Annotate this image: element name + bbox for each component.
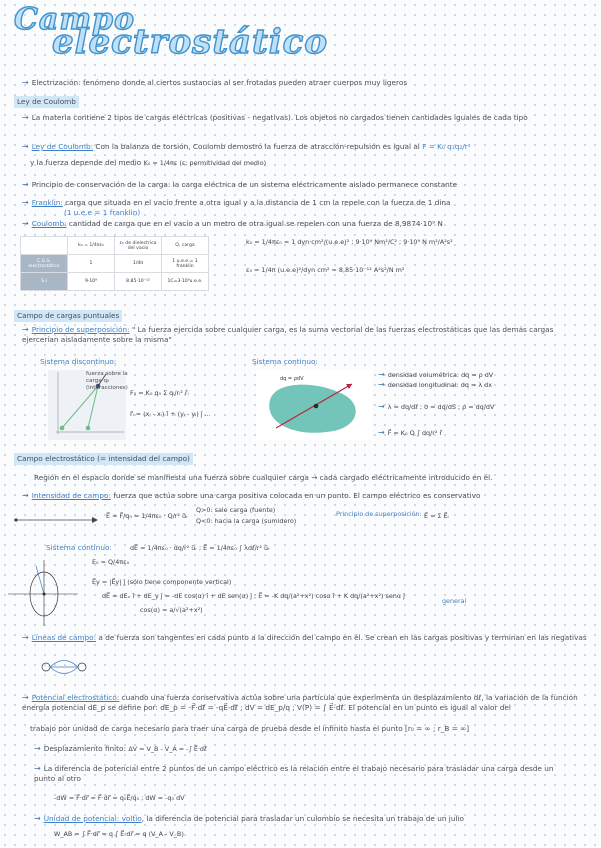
e0-formula-2: E₀ = Q/4πε₀: [92, 558, 130, 566]
e0-formula: ε₀ = 1/4π (u.e.e)²/dyn cm² = 8,85·10⁻¹² A²s²/N m²: [246, 266, 405, 274]
coulomb-b1: → La materia contiene 2 tipos de cargas eléctricas (positivas - negativas). Los objetos no cargados tienen cantidades iguales de cada tipo: [22, 113, 528, 122]
f-sum-formula: F₀ = K₀ q₀ Σ qᵢ/rᵢ² r̂ᵢ: [130, 389, 189, 397]
ring-diagram: [8, 558, 80, 628]
table-header: Q, carga: [162, 237, 209, 255]
unidad-potencial: → Unidad de potencial: voltio, la diferencia de potencial para trasladar un culombio se necesita un trabajo de un julio: [34, 814, 464, 823]
table-header: ε₀ de dielectrica del vacío: [115, 237, 162, 255]
arrow-icon: →: [22, 219, 29, 228]
dif-formula: -dW = F⃗·dr⃗ = F⃗·dr⃗ = q₀E⃗/q₀ ; dW = -q₀ dV: [54, 794, 185, 802]
table-cell: 1 u.e.e.= 1 franklin: [162, 255, 209, 273]
table-cell: 9·10⁹: [68, 273, 115, 291]
arrow-icon: →: [22, 693, 29, 702]
arrow-icon: →: [22, 198, 29, 207]
intro-line: → Electrización: fenómeno donde al ciertos sustancias al ser frotadas pueden atraer cuerpos muy ligeros: [22, 78, 408, 87]
arrow-icon: →: [22, 325, 29, 334]
puntuales-heading: Campo de cargas puntuales: [14, 310, 122, 322]
table-header: k₀ = 1/4πε₀: [68, 237, 115, 255]
table-cell: 8.85·10⁻¹²: [115, 273, 162, 291]
coulomb-b5: → Coulomb: cantidad de carga que en el vacío a un metro de otra igual se repelen con una fuerza de 8,9874·10⁹ N: [22, 219, 443, 228]
density-ratios: → λ = dq/dℓ ; σ = dq/dS ; ρ = dq/dV: [378, 402, 495, 411]
coulomb-heading: Ley de Coulomb: [14, 96, 79, 108]
ring-figure: [8, 558, 80, 628]
potencial-def-2: trabajo por unidad de carga necesario para traer una carga de prueba desde el infinito hasta el punto [r₀ = ∞ ; r_B = ∞]: [30, 724, 470, 733]
arrow-icon: →: [378, 428, 385, 437]
table-header: [21, 237, 68, 255]
coulomb-b4-note: (1 u.e.e = 1 franklin): [64, 208, 141, 217]
e-case-negative: Q<0: hacia la carga (sumidero): [196, 517, 297, 525]
arrow-icon: →: [34, 814, 41, 823]
arrow-icon: →: [378, 402, 385, 411]
arrow-icon: →: [22, 491, 29, 500]
intensidad-line: → Intensidad de campo: fuerza que actúa sobre una carga positiva colocada en un punto. El campo eléctrico es conservativo: [22, 491, 481, 500]
f-int-formula: → F⃗ = K₀ Q ∫ dq/r² r̂: [378, 428, 443, 437]
e-case-positive: Q>0: sale carga (fuente): [196, 506, 276, 514]
coulomb-b3: → Principio de conservación de la carga: la carga eléctrica de un sistema eléctricamente aislado permanece constante: [22, 180, 458, 189]
continuo-e-label: Sistema continuo:: [46, 543, 112, 552]
table-cell: C.G.S. electrostático: [21, 255, 68, 273]
arrow-icon: →: [34, 744, 41, 753]
continuous-diagram: [256, 370, 372, 440]
density-volumetric: → densidad volumétrica: dq = ρ dV: [378, 370, 494, 379]
table-cell: 1: [68, 255, 115, 273]
desplazamiento-finito: → Desplazamiento finito: ΔV = V_B - V_A = -∫ E⃗·dℓ⃗: [34, 744, 207, 753]
e-arrow-figure: [12, 508, 102, 530]
discontinuo-label: Sistema discontinuo:: [40, 357, 117, 366]
potencial-def: → Potencial electrostático: cuando una fuerza conservativa actúa sobre una partícula que experimenta un desplazamiento dℓ, la variación de la función energía potencial dE_p se define por: dE_p = -F⃗·dℓ⃗ = -qE⃗·dℓ⃗ ; dV = dE_p/q ; V(P) = ∫ E⃗·dℓ⃗. El potencial en un punto es igual al valor del: [22, 693, 578, 712]
superposition-label: Principio de superposición:: [336, 510, 422, 518]
units-table: [20, 236, 209, 291]
arrow-icon: →: [22, 633, 29, 642]
lineas-de-campo: → Líneas de campo: a de fuerza son tangentes en cada punto a la dirección del campo en él. Se crean en las cargas positivas y terminan en las negativas: [22, 633, 587, 642]
unidad-formula: W_AB = ∫ F⃗·dr⃗ = q ∫ E⃗·dr⃗ = q (V_A - V_B): [54, 830, 184, 838]
blob-figure: [256, 370, 372, 440]
general-label: general: [442, 597, 467, 605]
table-cell: 1/4π: [115, 255, 162, 273]
arrow-icon: →: [22, 78, 29, 87]
arrow-icon: →: [22, 180, 29, 189]
title-line2: electrostático: [52, 22, 329, 62]
table-cell: 1C=3·10⁹u.e.e.: [162, 273, 209, 291]
coulomb-b2b: y la fuerza depende del medio K₀ = 1/4πε (ε: permitividad del medio): [30, 158, 267, 167]
svg-text:dq = ρdV: dq = ρdV: [280, 376, 304, 382]
k0-formula: k₀ = 1/4πε₀ = 1 dyn·cm²/(u.e.e)² ; 9·10⁹ Nm²/C² ; 9·10⁹ N m²/A²s²: [246, 238, 453, 246]
coulomb-b2: → Ley de Coulomb: Con la balanza de torsión, Coulomb demostró la fuerza de atracción-repulsión es igual al F = K₀ q₁q₂/r²: [22, 142, 471, 151]
field-lines-figure: [30, 652, 100, 682]
campo-heading: Campo electrostático (= intensidad del campo): [14, 453, 193, 465]
de-formula: dE⃗ = 1/4πε₀ · dq/r² ûᵣ ; E⃗ = 1/4πε₀ ∫ λdℓ/r² ûᵣ: [130, 544, 270, 552]
density-longitudinal: → densidad longitudinal: dq = λ dx: [378, 380, 492, 389]
arrow-icon: →: [22, 113, 29, 122]
table-cell: S.I: [21, 273, 68, 291]
title-line1: Campo: [14, 2, 136, 37]
ey2-formula: dE⃗ = dEₓ î + dE_y ĵ = -dE cos(α) î + dE sen(α) ĵ ; E⃗ = -K dq/(a²+x²) cosα î + K dq/(a²+x²) senα ĵ: [102, 592, 405, 600]
arrow-icon: →: [34, 764, 41, 773]
coulomb-b4: → Franklin: carga que situada en el vacío frente a otra igual y a la distancia de 1 cm la repele con la fuerza de 1 dina: [22, 198, 451, 207]
e-field-formula: E⃗ = F⃗/q₀ = 1/4πε₀ · Q/r² ûᵣ: [106, 512, 188, 520]
diferencia-potencial: → La diferencia de potencial entre 2 puntos de un campo eléctrico es la relación entre el trabajo necesario para trasladar una carga desde un punto al otro: [34, 764, 554, 783]
campo-def: Región en el espacio donde se manifiesta una fuerza sobre cualquier carga → cada cargado eléctricamente introducido en él.: [34, 473, 493, 482]
superposition-formula: E⃗ = Σ E⃗ᵢ: [424, 512, 449, 520]
ey-formula: E⃗y = |E⃗y| ĵ (sólo tiene componente vertical): [92, 578, 232, 586]
principio-superposicion: → Principio de superposición: " La fuerza ejercida sobre cualquier carga, es la suma vectorial de las fuerzas electrostáticas que las demás cargas ejercerían aisladamente sobre la misma": [22, 325, 554, 344]
arrow-icon: →: [378, 380, 385, 389]
cos-formula: cos(α) = a/√(a²+x²): [140, 606, 203, 614]
arrow-icon: →: [22, 142, 29, 151]
e-vector-sketch: [12, 508, 102, 530]
diagram-note: fuerza sobre la carga q₀ (interacciones): [86, 371, 128, 391]
field-lines-sketch: [30, 652, 100, 682]
arrow-icon: →: [378, 370, 385, 379]
continuo-label: Sistema continuo:: [252, 357, 318, 366]
r-vec-formula: r⃗ᵢ = (xⱼ - xᵢ) î + (yⱼ - yᵢ) ĵ ...: [130, 410, 211, 418]
